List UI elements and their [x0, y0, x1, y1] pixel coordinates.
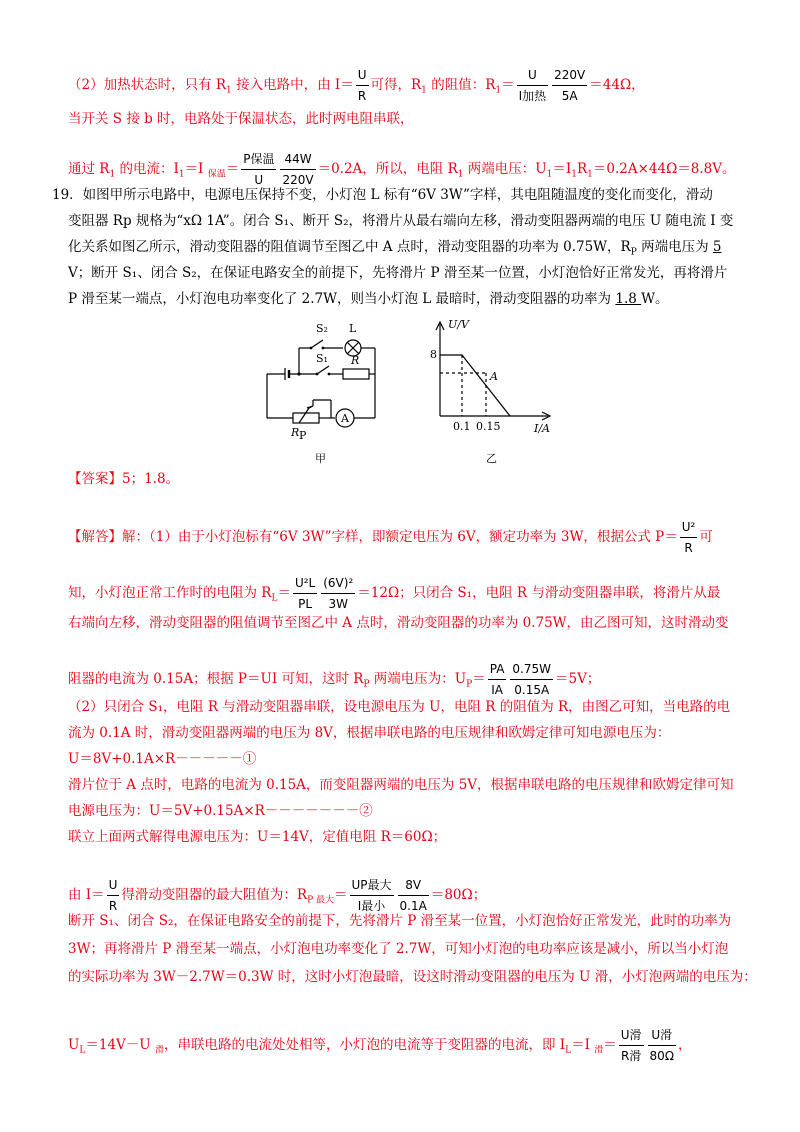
explain-line-2: [68, 574, 720, 613]
text-seg: P 滑至某一端点，小灯泡电功率变化了 2.7W，则当小灯泡 L 最暗时，滑动变阻器的功率为: [68, 291, 616, 307]
explain-line-4: [68, 660, 600, 699]
text-seg: 阻器的电流为 0.15A；根据 P＝UI 可知，这时 R: [68, 671, 364, 687]
ui-graph: [430, 318, 565, 468]
sub: 1: [546, 169, 553, 180]
ammeter-label: A: [341, 412, 349, 425]
answer-line: 【答案】5；1.8。: [68, 471, 180, 487]
text-seg: 由 I＝: [68, 887, 105, 903]
explain-line-14: 的实际功率为 3W－2.7W＝0.3W 时，这时小灯泡最暗，设这时滑动变阻器的电压为 U 滑，小灯泡两端的电压为：: [68, 969, 757, 985]
fraction-u-over-i-heat: $\frac{U}{\text{I加热}}$: [518, 68, 547, 103]
explain-line-15: [68, 1026, 692, 1065]
question-19-line-5: [68, 290, 669, 308]
explain-line-7: U＝8V+0.1A×R－－－－－①: [68, 751, 257, 767]
fraction-uh-80: $\frac{\text{U滑}}{80\Omega}$: [649, 1028, 674, 1063]
fraction-uh-rh: $\frac{\text{U滑}}{\text{R滑}}$: [620, 1028, 642, 1063]
text-seg: 两端电压为: [636, 239, 713, 255]
figure-jia-caption: 甲: [315, 452, 326, 465]
text-seg: ＝44Ω，: [589, 77, 645, 93]
text-seg: ，: [678, 1037, 692, 1053]
figure-yi-caption: 乙: [486, 452, 497, 465]
explain-line-1: [68, 518, 713, 557]
text-seg: ＝5V；: [555, 671, 601, 687]
text-seg: ＝: [603, 1037, 617, 1053]
text-seg: 化关系如图乙所示，滑动变阻器的阻值调节至图乙中 A 点时，滑动变阻器的功率为 0.75W，R: [68, 239, 631, 255]
sub: 1: [495, 85, 502, 96]
rheostat-sub: P: [299, 429, 307, 442]
y-axis-label: U/V: [448, 318, 469, 331]
text-seg: W。: [641, 291, 669, 307]
explain-line-11: [68, 876, 486, 915]
text-seg: （2）加热状态时，只有 R: [68, 77, 227, 93]
text-seg: U: [68, 1037, 80, 1053]
sub: 1: [226, 85, 232, 96]
fraction-6v2-3w: $\frac{\text{(6V)²}}{3W}$: [323, 576, 354, 611]
x-tick-015: 0.15: [476, 420, 501, 433]
text-seg: 的电流：I: [115, 161, 179, 177]
solution-line-1: [68, 66, 645, 105]
question-19-line-1: 19．如图甲所示电路中，电源电压保持不变，小灯泡 L 标有“6V 3W”字样，其电阻随温度的变化而变化，滑动: [52, 187, 713, 203]
x-tick-01: 0.1: [453, 420, 471, 433]
text-seg: ＝14V－U: [85, 1037, 155, 1053]
fraction-u2-r: $\frac{\text{U²}}{R}$: [681, 520, 696, 555]
question-19-line-4: V；断开 S₁、闭合 S₂，在保证电路安全的前提下，先将滑片 P 滑至某一位置，小灯泡恰好正常发光，再将滑片: [68, 265, 728, 281]
sub: P: [466, 679, 473, 690]
sub: 1: [587, 169, 593, 180]
sub: P: [363, 679, 370, 690]
sub: 1: [178, 169, 185, 180]
explain-line-5: （2）只闭合 S₁，电阻 R 与滑动变阻器串联，设电源电压为 U，电阻 R 的阻值为 R，由图乙可知，当电路的电: [68, 699, 731, 715]
lamp-l-label: L: [349, 322, 357, 335]
text-seg: 可: [699, 529, 713, 545]
fraction-p-warm-u: $\frac{\text{P保温}}{U}$: [243, 152, 275, 187]
text-seg: 得滑动变阻器的最大阻值为：R: [121, 887, 308, 903]
question-19-line-3: [68, 238, 721, 262]
sub: 1: [109, 169, 116, 180]
text-seg: 接入电路中，由 I＝: [231, 77, 354, 93]
point-a-label: A: [490, 370, 498, 383]
explain-line-8: 滑片位于 A 点时，电路的电流为 0.15A，而变阻器两端的电压为 5V，根据串联电路的电压规律和欧姆定律可知: [68, 777, 734, 793]
solution-line-3: [68, 150, 736, 189]
text-seg: ＝: [225, 161, 240, 177]
text-seg: ＝: [472, 671, 486, 687]
sub: 滑: [154, 1045, 164, 1056]
explain-line-6: 流为 0.1A 时，滑动变阻器两端的电压为 8V，根据串联电路的电压规律和欧姆定律可知电源电压为：: [68, 725, 671, 741]
answer-blank-1: 5: [712, 239, 722, 255]
text-seg: ＝0.2A×44Ω＝8.8V。: [592, 161, 736, 177]
text-seg: ＝I: [552, 161, 572, 177]
fraction-u-r: $\frac{U}{R}$: [108, 878, 118, 913]
explain-line-9: 电源电压为：U＝5V+0.15A×R－－－－－－－②: [68, 803, 373, 819]
sub: L: [565, 1045, 572, 1056]
text-seg: 两端电压：U: [463, 161, 547, 177]
fraction-220v-5a: $\frac{220V}{5A}$: [554, 68, 586, 103]
sub: P: [630, 247, 637, 258]
explain-line-3: 右端向左移，滑动变阻器的阻值调节至图乙中 A 点时，滑动变阻器的功率为 0.75W，由乙图可知，这时滑动变: [68, 615, 729, 631]
text-seg: 知，小灯泡正常工作时的电阻为 R: [68, 585, 272, 601]
explain-line-12: 断开 S₁、闭合 S₂，在保证电路安全的前提下，先将滑片 P 滑至某一位置，小灯泡恰好正常发光，此时的功率为: [68, 913, 732, 929]
text-seg: 【解答】解：（1）由于小灯泡标有“6V 3W”字样，即额定电压为 6V，额定功率为 3W，根据公式 P＝: [68, 529, 678, 545]
resistor-r-label: R: [351, 354, 360, 367]
text-seg: 两端电压为：U: [369, 671, 467, 687]
text-seg: ＝I: [184, 161, 208, 177]
circuit-diagram: [255, 318, 395, 468]
text-seg: 可得，R: [370, 77, 422, 93]
text-seg: ，串联电路的电流处处相等，小灯泡的电流等于变阻器的电流，即 I: [164, 1037, 566, 1053]
text-seg: ＝: [501, 77, 515, 93]
text-seg: ＝0.2A，所以，电阻 R: [317, 161, 458, 177]
text-seg: 通过 R: [68, 161, 110, 177]
sub: 1: [457, 169, 464, 180]
text-seg: 的阻值：R: [426, 77, 496, 93]
sub: P 最大: [307, 895, 335, 906]
fraction-ul2-pl: $\frac{\text{U²L}}{PL}$: [294, 576, 316, 611]
switch-s1-label: S₁: [316, 352, 328, 365]
fraction-44w-220v: $\frac{44W}{220V}$: [282, 152, 314, 187]
text-seg: ＝I: [571, 1037, 595, 1053]
explain-line-10: 联立上面两式解得电源电压为：U＝14V，定值电阻 R＝60Ω；: [68, 829, 447, 845]
fraction-8v-01a: $\frac{8V}{0.1A}$: [399, 878, 427, 913]
text-seg: ＝12Ω；只闭合 S₁，电阻 R 与滑动变阻器串联，将滑片从最: [357, 585, 721, 601]
explain-line-13: 3W；再将滑片 P 滑至某一端点，小灯泡电功率变化了 2.7W，可知小灯泡的电功率应该是减小，所以当小灯泡: [68, 941, 729, 957]
x-axis-label: I/A: [534, 422, 550, 435]
sub: L: [271, 593, 278, 604]
switch-s2-label: S₂: [316, 322, 328, 335]
sub: 1: [421, 85, 427, 96]
text-seg: R: [576, 161, 588, 177]
text-seg: ＝80Ω；: [430, 887, 487, 903]
question-19-line-2: 变阻器 Rp 规格为“xΩ 1A”。闭合 S₁、断开 S₂，将滑片从最右端向左移，滑动变阻器两端的电压 U 随电流 I 变: [68, 213, 734, 229]
sub: L: [79, 1045, 86, 1056]
sub: 保温: [207, 169, 226, 180]
fraction-upmax-imin: $\frac{\text{UP最大}}{\text{I最小}}$: [351, 878, 392, 913]
y-tick-8: 8: [430, 348, 437, 361]
text-seg: ＝: [334, 887, 348, 903]
text-seg: ＝: [277, 585, 291, 601]
answer-blank-2: 1.8: [615, 291, 642, 307]
solution-line-2: 当开关 S 接 b 时，电路处于保温状态，此时两电阻串联，: [68, 111, 414, 127]
rheostat-label: R: [291, 426, 300, 439]
fraction-075w-015a: $\frac{0.75W}{0.15A}$: [512, 662, 552, 697]
graph-line: [440, 355, 510, 416]
sub: 1: [571, 169, 577, 180]
sub: 滑: [594, 1045, 604, 1056]
fraction-pa-ia: $\frac{PA}{IA}$: [489, 662, 505, 697]
fraction-u-over-r: $\frac{U}{R}$: [357, 68, 367, 103]
